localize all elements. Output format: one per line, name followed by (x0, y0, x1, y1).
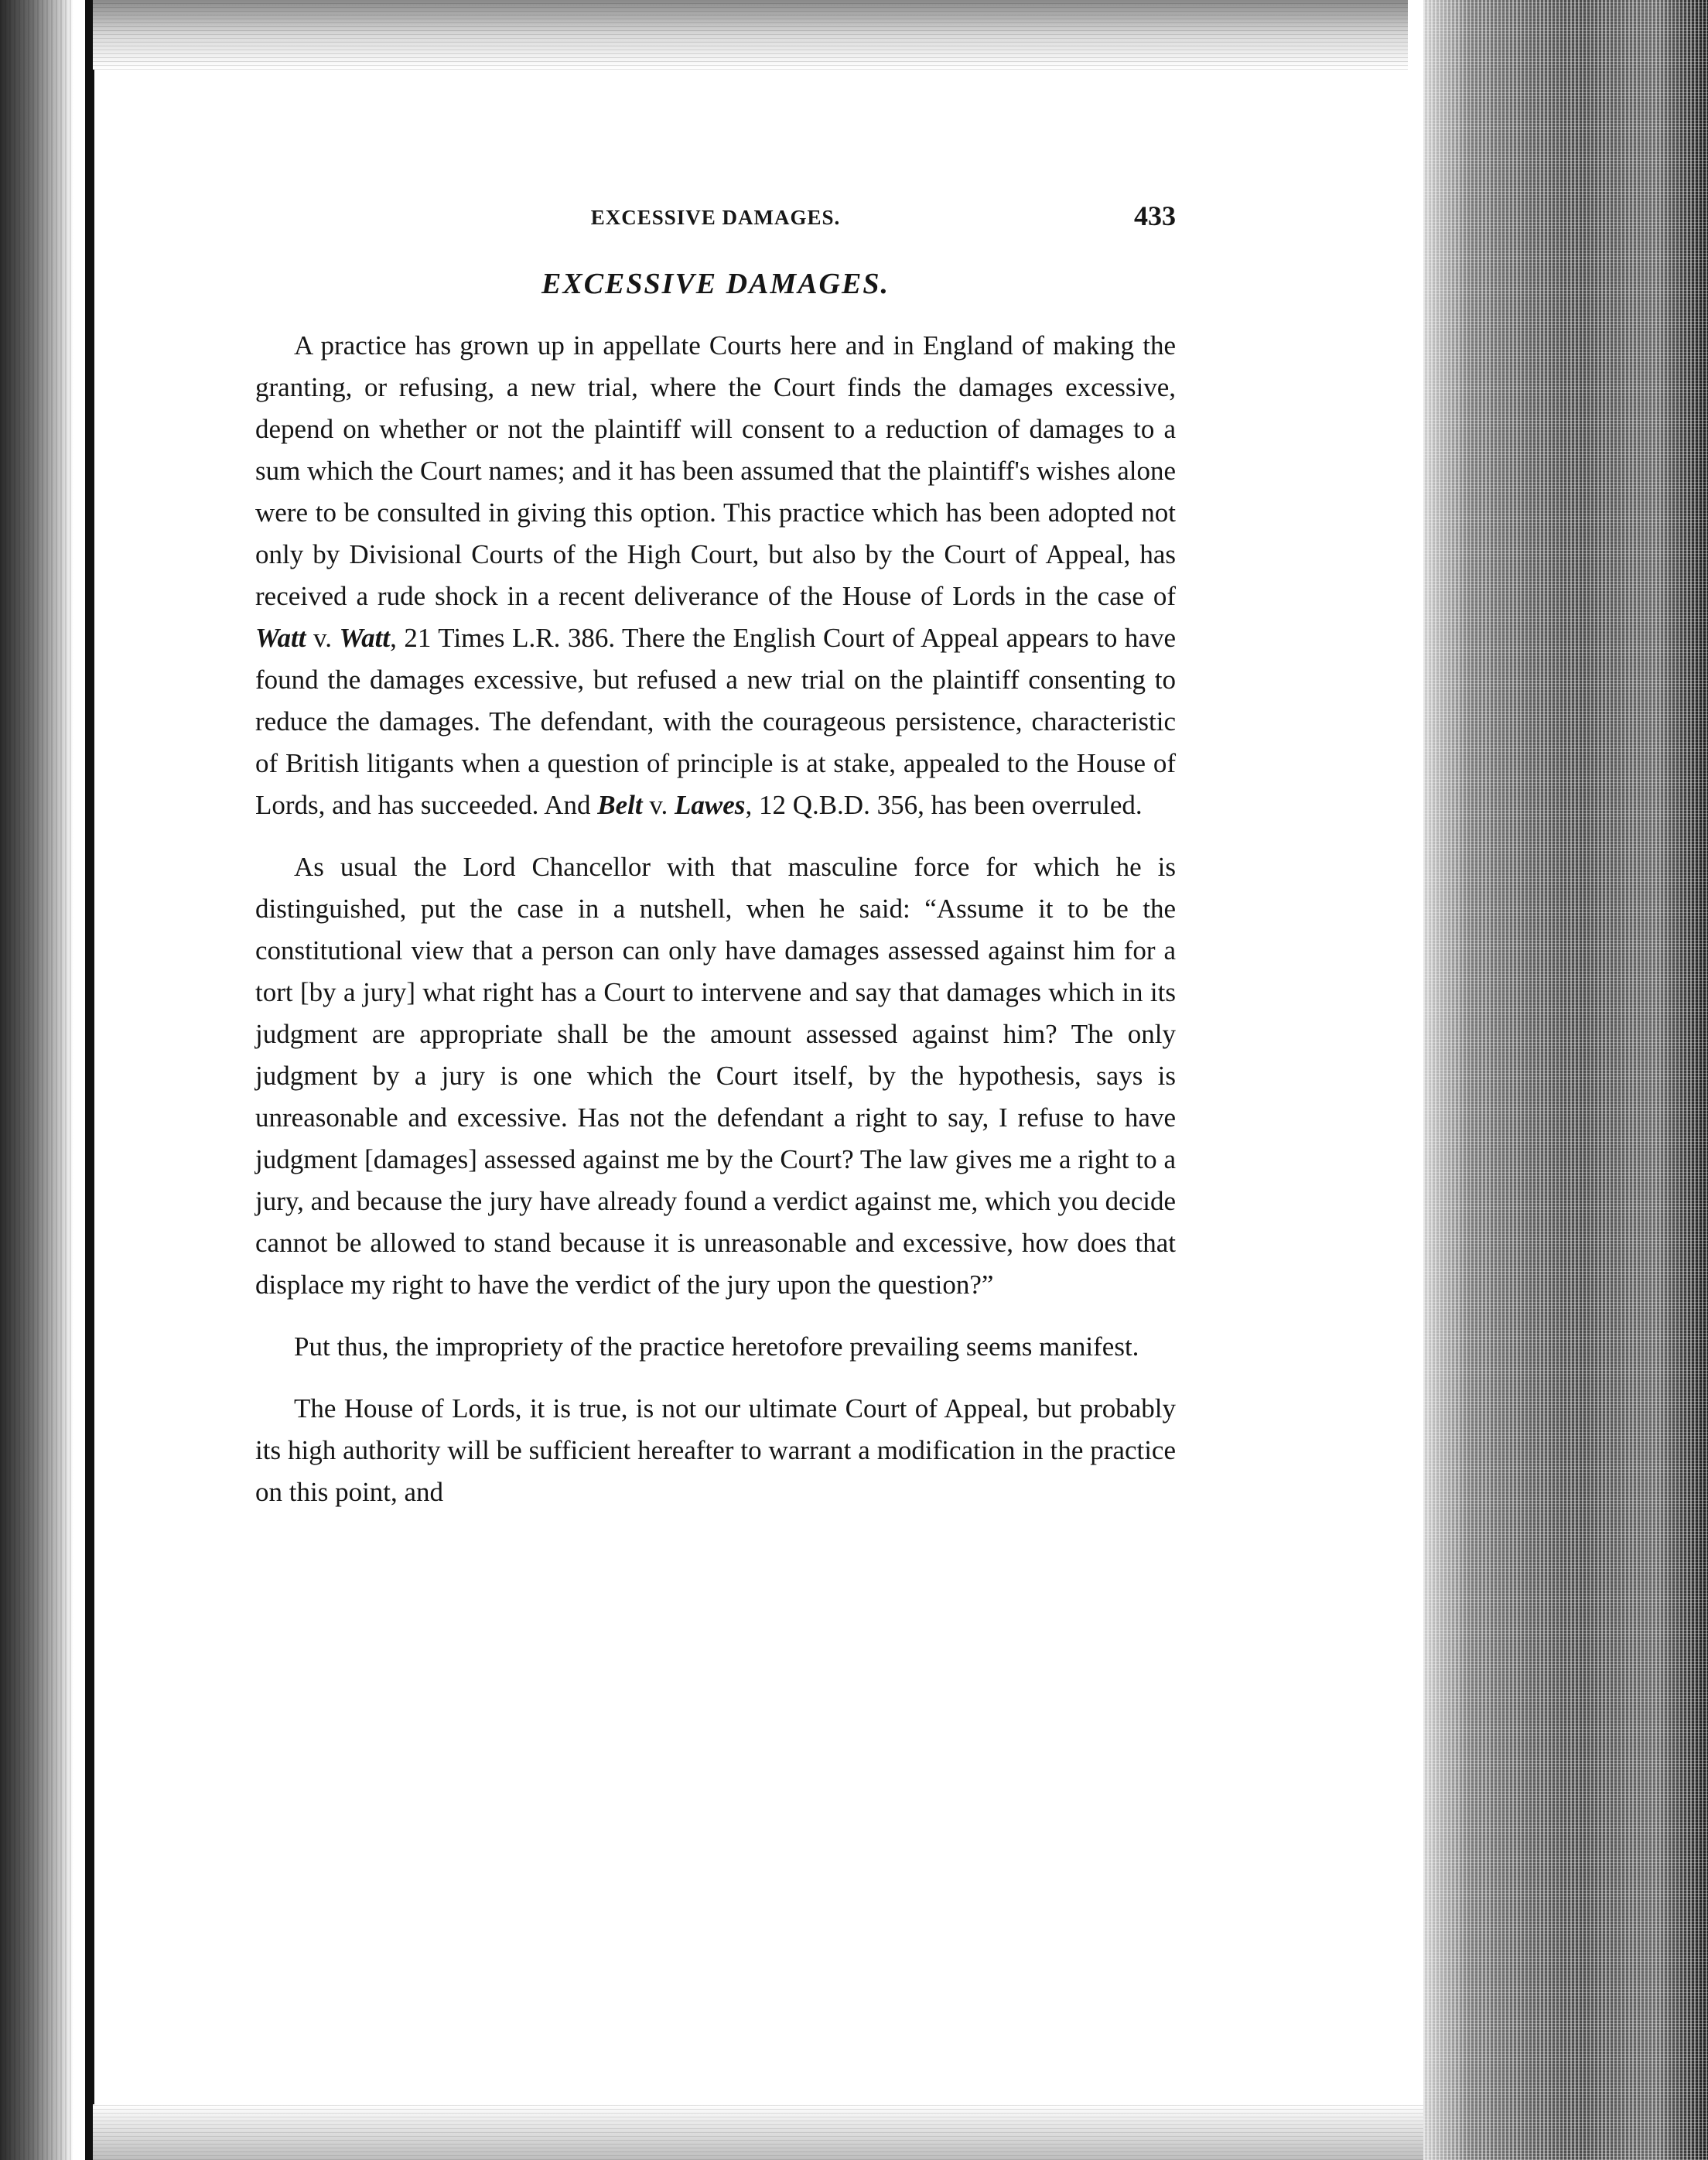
case-versus-1: v. (306, 623, 340, 653)
paragraph-4: The House of Lords, it is true, is not our ultimate Court of Appeal, but probably its high authority will be sufficient hereafter to warrant a modification in the practice on this point, and (255, 1393, 1176, 1507)
paragraph-1-text: A practice has grown up in appellate Courts here and in England of making the granting, or refusing, a new trial, where the Court finds the damages excessive, depend on whether or not the plaintiff will consent to a reduction of damages to a sum which the Court names; and it has been assumed that the plaintiff's wishes alone were to be consulted in giving this option. This practice which has been adopted not only by Divisional Courts of the High Court, but also by the Court of Appeal, has received a rude shock in a recent deliverance of the House of Lords in the case of (255, 330, 1176, 611)
scan-left-edge (0, 0, 73, 2160)
case-name-watt-1: Watt (255, 623, 306, 653)
case-versus-2: v. (642, 790, 675, 820)
running-head (255, 200, 1176, 238)
article-body (255, 325, 1176, 1533)
paragraph-1-text-end: , 12 Q.B.D. 356, has been overruled. (745, 790, 1143, 820)
case-name-belt: Belt (597, 790, 643, 820)
scan-right-edge (1423, 0, 1708, 2160)
case-name-lawes: Lawes (675, 790, 746, 820)
case-name-watt-2: Watt (339, 623, 391, 653)
scan-binding-shadow (85, 0, 94, 2160)
scan-bottom-edge (93, 2104, 1423, 2160)
paragraph-2: As usual the Lord Chancellor with that masculine force for which he is distinguished, put the case in a nutshell, when he said: “Assume it to be the constitutional view that a person can only have damages assessed against him for a tort [by a jury] what right has a Court to intervene and say that damages which in its judgment are appropriate shall be the amount assessed against him? The only judgment by a jury is one which the Court itself, by the hypothesis, says is unreasonable and excessive. Has not the defendant a right to say, I refuse to have judgment [damages] assessed against me by the Court? The law gives me a right to a jury, and because the jury have already found a verdict against me, which you decide cannot be allowed to stand because it is unreasonable and excessive, how does that displace my right to have the verdict of the jury upon the question?” (255, 852, 1176, 1300)
page-number: 433 (1134, 200, 1176, 231)
paragraph-3: Put thus, the impropriety of the practice heretofore prevailing seems manifest. (294, 1331, 1139, 1362)
article-title: EXCESSIVE DAMAGES. (541, 268, 890, 300)
paragraph-1-text-continued: , 21 Times L.R. 386. There the English Court of Appeal appears to have found the damages excessive, but refused a new trial on the plaintiff consenting to reduce the damages. The defendant, with the courageous persistence, characteristic of British litigants when a question of principle is at stake, appealed to the House of Lords, and has succeeded. And (255, 623, 1176, 820)
running-title: EXCESSIVE DAMAGES. (590, 206, 841, 229)
scan-top-edge (93, 0, 1408, 70)
paragraph-1 (255, 325, 1176, 826)
